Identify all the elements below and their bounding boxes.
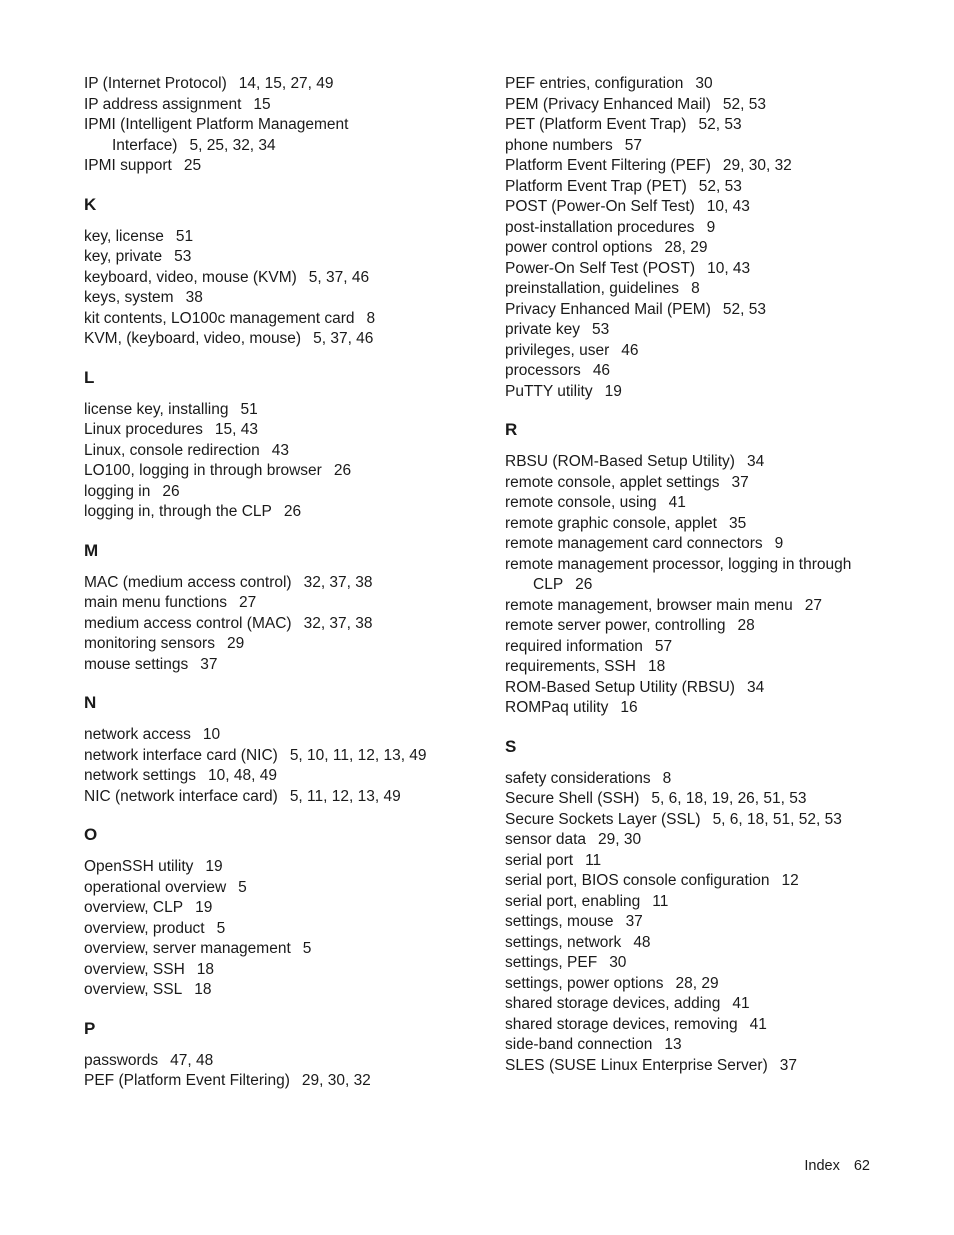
index-term: operational overview [84, 878, 227, 896]
index-pages: 41 [668, 494, 686, 511]
index-entry [84, 857, 474, 878]
index-term: overview, CLP [84, 899, 184, 916]
index-term: PEF (Platform Event Filtering) [84, 1072, 290, 1089]
index-entry [505, 596, 875, 617]
section-letter: O [84, 825, 98, 844]
index-entry [84, 420, 474, 441]
index-pages: 43 [271, 441, 290, 459]
index-term: phone numbers [505, 136, 613, 154]
index-entry [84, 95, 474, 116]
index-pages: 53 [591, 321, 610, 338]
index-term: Privacy Enhanced Mail (PEM) [505, 300, 711, 318]
index-term: requirements, SSH [505, 658, 636, 675]
index-entry [505, 1035, 875, 1056]
index-entry [84, 247, 474, 268]
section-letter: K [84, 194, 97, 214]
index-pages: 18 [647, 658, 666, 675]
index-term: overview, SSL [84, 981, 183, 998]
index-term: settings, network [505, 933, 622, 951]
index-term: medium access control (MAC) [84, 614, 292, 632]
index-term: SLES (SUSE Linux Enterprise Server) [505, 1056, 768, 1074]
index-section [84, 693, 474, 807]
index-pages: 51 [175, 227, 194, 245]
section-letter: M [84, 540, 99, 560]
index-entry [84, 115, 474, 156]
index-pages: 51 [240, 400, 258, 418]
index-pages: 26 [162, 482, 180, 500]
index-entry [84, 1051, 474, 1072]
index-term: IPMI (Intelligent Platform Management Interface) [84, 116, 349, 154]
index-entry [505, 473, 875, 494]
index-term: remote management card connectors [505, 535, 763, 552]
index-section [84, 541, 474, 676]
index-entry [84, 655, 474, 676]
index-entry [505, 238, 875, 259]
index-entry [505, 789, 875, 810]
index-pages: 52, 53 [722, 300, 766, 318]
index-entry [505, 871, 875, 892]
index-pages: 29 [226, 635, 245, 652]
index-entry [84, 746, 474, 767]
section-letter: P [84, 1018, 96, 1038]
index-pages: 38 [185, 289, 203, 306]
index-entry [84, 441, 474, 462]
index-term: network interface card (NIC) [84, 746, 278, 764]
index-entry [505, 74, 875, 95]
index-entry [84, 939, 474, 960]
index-entry [505, 555, 875, 596]
index-pages: 29, 30, 32 [301, 1072, 371, 1089]
index-entry [505, 830, 875, 851]
index-term: IP (Internet Protocol) [84, 75, 227, 92]
index-term: PET (Platform Event Trap) [505, 116, 687, 133]
index-pages: 5, 6, 18, 19, 26, 51, 53 [651, 790, 807, 807]
index-entry [505, 341, 875, 362]
index-pages: 27 [804, 596, 822, 614]
index-entry [505, 452, 875, 473]
index-term: overview, SSH [84, 960, 185, 978]
index-term: privileges, user [505, 341, 610, 359]
index-entry [84, 898, 474, 919]
index-term: key, license [84, 227, 164, 245]
index-pages: 52, 53 [722, 95, 766, 113]
index-pages: 18 [196, 960, 215, 978]
footer-label: Index [804, 1158, 840, 1174]
index-entry [505, 616, 875, 637]
index-pages: 29, 30, 32 [722, 157, 792, 174]
section-letter: N [84, 693, 97, 712]
index-pages: 19 [205, 858, 223, 875]
index-pages: 19 [604, 382, 622, 400]
index-pages: 12 [781, 872, 799, 889]
index-entry [505, 320, 875, 341]
index-term: monitoring sensors [84, 635, 215, 652]
index-term: private key [505, 321, 580, 338]
index-pages: 5, 37, 46 [308, 268, 370, 286]
index-pages: 47, 48 [170, 1051, 214, 1069]
index-entry [84, 634, 474, 655]
index-entry [505, 279, 875, 300]
index-pages: 9 [706, 218, 716, 236]
index-entry [84, 980, 474, 1001]
index-term: Linux procedures [84, 421, 203, 438]
index-pages: 26 [283, 503, 302, 520]
index-term: Power-On Self Test (POST) [505, 259, 696, 277]
index-entry [505, 933, 875, 954]
index-term: IP address assignment [84, 95, 242, 113]
index-pages: 5 [302, 940, 312, 957]
index-entry [84, 787, 474, 808]
index-entry [84, 960, 474, 981]
index-term: Linux, console redirection [84, 441, 260, 459]
footer-page-number: 62 [853, 1158, 870, 1174]
index-term: kit contents, LO100c management card [84, 309, 355, 327]
index-entry [84, 227, 474, 248]
index-entry [505, 218, 875, 239]
index-term: serial port, BIOS console configuration [505, 872, 770, 889]
index-pages: 10 [202, 726, 221, 743]
index-term: safety considerations [505, 769, 651, 787]
index-term: serial port, enabling [505, 892, 641, 910]
index-term: remote management, browser main menu [505, 596, 793, 614]
index-entry [505, 698, 875, 719]
index-pages: 5 [216, 919, 226, 937]
index-pages: 5 [238, 878, 247, 896]
index-term: PEF entries, configuration [505, 75, 684, 92]
index-entry [505, 769, 875, 790]
index-pages: 28 [737, 617, 755, 634]
index-pages: 52, 53 [698, 116, 742, 133]
index-term: mouse settings [84, 655, 189, 673]
index-entry [84, 614, 474, 635]
index-term: logging in, through the CLP [84, 503, 272, 520]
index-pages: 41 [749, 1015, 767, 1033]
index-entry [505, 1056, 875, 1077]
index-pages: 8 [691, 280, 700, 297]
index-entry [505, 197, 875, 218]
index-pages: 27 [239, 594, 257, 611]
index-entry [505, 678, 875, 699]
index-term: POST (Power-On Self Test) [505, 198, 695, 215]
index-pages: 9 [774, 535, 784, 552]
index-term: settings, mouse [505, 913, 614, 930]
index-pages: 34 [746, 453, 765, 470]
index-pages: 37 [200, 655, 218, 673]
index-pages: 14, 15, 27, 49 [238, 75, 334, 92]
index-section [84, 74, 474, 177]
index-entry [84, 482, 474, 503]
index-entry [84, 74, 474, 95]
index-section [84, 1019, 474, 1092]
index-pages: 37 [779, 1056, 797, 1074]
index-pages: 52, 53 [698, 177, 742, 195]
index-section [505, 420, 875, 719]
index-entry [84, 878, 474, 899]
index-term: required information [505, 637, 643, 655]
index-entry [505, 95, 875, 116]
index-pages: 8 [366, 309, 376, 327]
index-term: settings, power options [505, 974, 664, 992]
index-pages: 19 [195, 899, 213, 916]
index-term: post-installation procedures [505, 218, 695, 236]
index-term: network access [84, 726, 191, 743]
page-footer [804, 1158, 870, 1174]
index-term: shared storage devices, adding [505, 995, 721, 1012]
index-term: Platform Event Filtering (PEF) [505, 157, 711, 174]
index-term: MAC (medium access control) [84, 573, 292, 591]
index-term: overview, server management [84, 940, 291, 957]
index-term: license key, installing [84, 400, 229, 418]
index-entry [505, 177, 875, 198]
index-entry [505, 300, 875, 321]
index-pages: 15, 43 [214, 421, 259, 438]
index-pages: 10, 43 [706, 198, 750, 215]
index-term: keys, system [84, 289, 174, 306]
index-pages: 28, 29 [664, 239, 708, 256]
index-column-right [505, 74, 875, 1094]
index-entry [505, 361, 875, 382]
index-entry [505, 136, 875, 157]
index-entry [84, 156, 474, 177]
index-term: key, private [84, 248, 163, 265]
index-pages: 25 [183, 157, 202, 174]
index-entry [84, 461, 474, 482]
index-term: settings, PEF [505, 954, 598, 971]
index-entry [84, 573, 474, 594]
index-entry [84, 502, 474, 523]
index-term: preinstallation, guidelines [505, 280, 680, 297]
index-term: remote graphic console, applet [505, 514, 717, 532]
index-entry [84, 766, 474, 787]
index-pages: 37 [625, 913, 643, 930]
index-entry [505, 382, 875, 403]
index-term: Platform Event Trap (PET) [505, 177, 687, 195]
index-pages: 8 [662, 769, 672, 787]
index-term: Secure Sockets Layer (SSL) [505, 810, 701, 828]
index-pages: 10, 48, 49 [208, 767, 277, 784]
index-entry [84, 919, 474, 940]
index-term: keyboard, video, mouse (KVM) [84, 268, 297, 286]
index-entry [84, 593, 474, 614]
index-pages: 11 [585, 851, 602, 869]
index-entry [505, 892, 875, 913]
index-entry [505, 994, 875, 1015]
index-pages: 15 [253, 95, 271, 113]
index-term: sensor data [505, 831, 586, 848]
index-entry [505, 1015, 875, 1036]
index-entry [84, 288, 474, 309]
index-pages: 35 [728, 514, 747, 532]
index-term: ROMPaq utility [505, 699, 609, 716]
index-pages: 18 [194, 981, 212, 998]
index-term: side-band connection [505, 1036, 653, 1053]
index-section [84, 368, 474, 523]
index-pages: 46 [621, 341, 639, 359]
index-pages: 10, 43 [707, 259, 751, 277]
index-pages: 46 [592, 362, 611, 379]
index-term: main menu functions [84, 594, 228, 611]
index-pages: 41 [732, 995, 750, 1012]
index-term: power control options [505, 239, 653, 256]
index-entry [84, 329, 474, 350]
index-section [84, 825, 474, 1001]
index-entry [505, 953, 875, 974]
index-section [84, 195, 474, 350]
section-letter: S [505, 736, 517, 756]
index-pages: 26 [333, 462, 352, 479]
index-term: remote server power, controlling [505, 617, 726, 634]
index-term: IPMI support [84, 157, 172, 174]
index-section [505, 737, 875, 1077]
index-pages: 28, 29 [675, 974, 719, 992]
index-term: remote console, applet settings [505, 473, 720, 491]
index-term: LO100, logging in through browser [84, 462, 322, 479]
index-entry [84, 309, 474, 330]
index-pages: 53 [174, 248, 192, 265]
index-term: remote console, using [505, 494, 657, 511]
index-entry [84, 1071, 474, 1092]
index-pages: 5, 6, 18, 51, 52, 53 [712, 810, 842, 828]
index-entry [505, 514, 875, 535]
section-letter: L [84, 367, 95, 387]
index-pages: 30 [609, 954, 627, 971]
index-term: Secure Shell (SSH) [505, 790, 640, 807]
index-pages: 48 [633, 933, 651, 951]
index-section [505, 74, 875, 402]
index-entry [505, 156, 875, 177]
index-entry [84, 725, 474, 746]
index-entry [505, 493, 875, 514]
index-term: NIC (network interface card) [84, 787, 278, 805]
index-entry [505, 637, 875, 658]
index-pages: 57 [624, 136, 642, 154]
index-term: passwords [84, 1051, 159, 1069]
index-pages: 30 [695, 75, 713, 92]
index-pages: 5, 11, 12, 13, 49 [289, 787, 401, 805]
index-term: network settings [84, 767, 196, 784]
index-column-left [84, 74, 474, 1110]
index-term: PuTTY utility [505, 382, 593, 400]
index-term: KVM, (keyboard, video, mouse) [84, 330, 302, 347]
index-term: remote management processor, logging in through CLP [505, 555, 852, 593]
index-entry [505, 912, 875, 933]
index-pages: 57 [654, 637, 673, 655]
index-entry [505, 534, 875, 555]
section-letter: R [505, 420, 518, 439]
index-pages: 5, 10, 11, 12, 13, 49 [289, 746, 427, 764]
index-entry [505, 851, 875, 872]
index-term: processors [505, 362, 581, 379]
index-term: shared storage devices, removing [505, 1015, 738, 1033]
index-term: overview, product [84, 919, 205, 937]
index-entry [84, 400, 474, 421]
index-pages: 13 [664, 1036, 682, 1053]
index-pages: 32, 37, 38 [303, 573, 373, 591]
index-term: serial port [505, 851, 574, 869]
index-entry [505, 974, 875, 995]
index-term: ROM-Based Setup Utility (RBSU) [505, 678, 735, 696]
index-pages: 32, 37, 38 [303, 614, 373, 632]
index-term: RBSU (ROM-Based Setup Utility) [505, 453, 735, 470]
index-pages: 5, 25, 32, 34 [189, 136, 276, 154]
index-entry [84, 268, 474, 289]
index-term: PEM (Privacy Enhanced Mail) [505, 95, 711, 113]
index-entry [505, 810, 875, 831]
index-entry [505, 657, 875, 678]
index-entry [505, 259, 875, 280]
index-term: logging in [84, 482, 151, 500]
index-pages: 5, 37, 46 [313, 330, 374, 347]
index-pages: 29, 30 [598, 831, 642, 848]
index-pages: 37 [731, 473, 749, 491]
index-pages: 26 [575, 576, 593, 593]
index-term: OpenSSH utility [84, 858, 194, 875]
index-pages: 16 [620, 699, 638, 716]
index-pages: 34 [746, 678, 765, 696]
index-entry [505, 115, 875, 136]
index-pages: 11 [652, 892, 669, 910]
